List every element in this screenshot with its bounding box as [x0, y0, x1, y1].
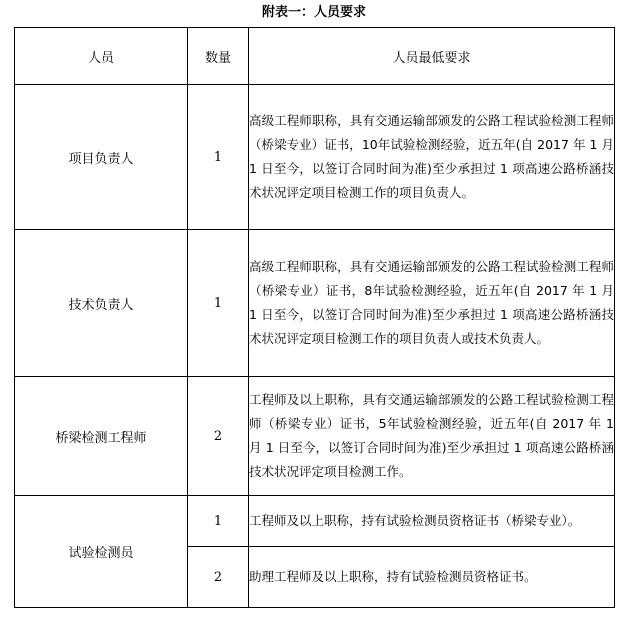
count-cell: 1 — [188, 230, 249, 377]
count-cell: 2 — [188, 547, 249, 608]
count-cell: 1 — [188, 85, 249, 230]
person-cell: 项目负责人 — [15, 85, 188, 230]
requirement-cell: 助理工程师及以上职称，持有试验检测员资格证书。 — [249, 547, 615, 608]
person-cell: 技术负责人 — [15, 230, 188, 377]
person-cell: 试验检测员 — [15, 496, 188, 608]
table-row — [15, 85, 615, 230]
table-row — [15, 496, 615, 547]
table-row — [15, 377, 615, 496]
personnel-requirements-table — [14, 27, 615, 608]
table-header-row — [15, 28, 615, 85]
requirement-cell: 高级工程师职称，具有交通运输部颁发的公路工程试验检测工程师（桥梁专业）证书，10年试验检测经验，近五年(自 2017 年 1 月 1 日至今，以签订合同时间为准)至少承担过 1 项高速公路桥涵技术状况评定项目检测工作的项目负责人。 — [249, 85, 615, 230]
table-caption: 附表一：人员要求 — [261, 5, 366, 20]
requirement-cell: 高级工程师职称，具有交通运输部颁发的公路工程试验检测工程师（桥梁专业）证书，8年试验检测经验，近五年(自 2017 年 1 月 1 日至今，以签订合同时间为准)至少承担过 1 项高速公路桥涵技术状况评定项目检测工作的项目负责人或技术负责人。 — [249, 230, 615, 377]
header-count: 数量 — [188, 28, 249, 85]
count-cell: 2 — [188, 377, 249, 496]
count-cell: 1 — [188, 496, 249, 547]
requirement-cell: 工程师及以上职称，具有交通运输部颁发的公路工程试验检测工程师（桥梁专业）证书，5年试验检测经验，近五年(自 2017 年 1 月 1 日至今，以签订合同时间为准)至少承担过 1 项高速公路桥涵技术状况评定项目检测工作。 — [249, 377, 615, 496]
header-requirement: 人员最低要求 — [249, 28, 615, 85]
person-cell: 桥梁检测工程师 — [15, 377, 188, 496]
table-row — [15, 230, 615, 377]
requirement-cell: 工程师及以上职称，持有试验检测员资格证书（桥梁专业）。 — [249, 496, 615, 547]
header-person: 人员 — [15, 28, 188, 85]
